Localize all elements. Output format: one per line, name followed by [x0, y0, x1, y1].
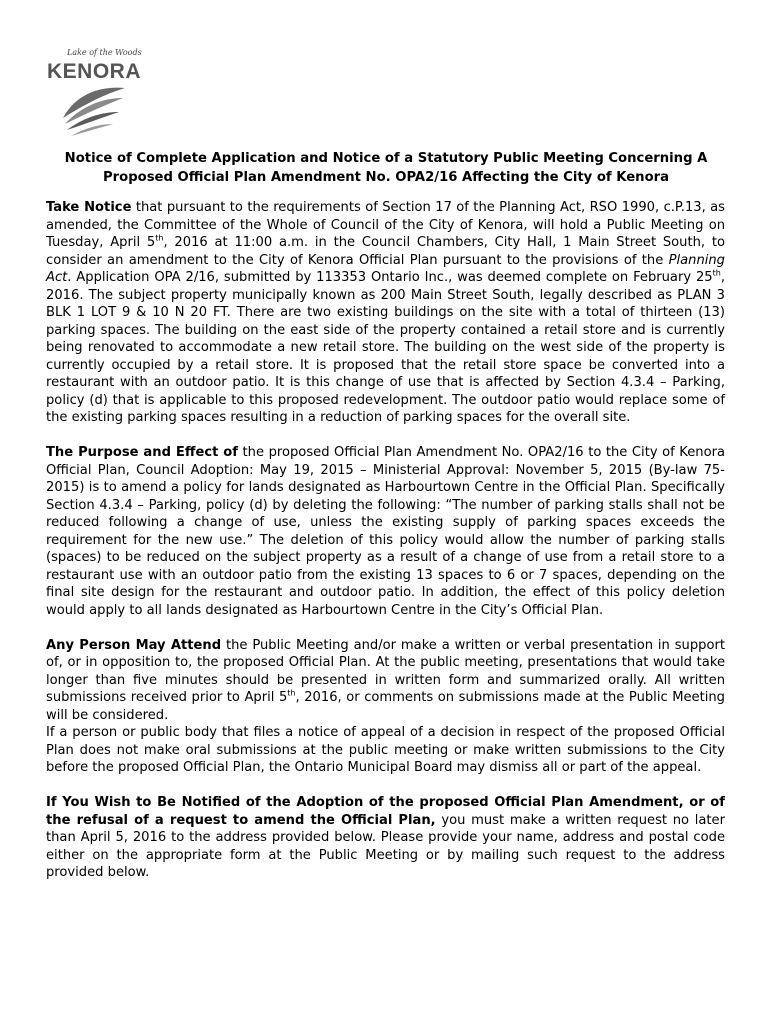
title-line-2: Proposed Official Plan Amendment No. OPA2/16 Affecting the City of Kenora	[102, 170, 670, 185]
kenora-logo	[45, 48, 145, 140]
logo-tagline: Lake of the Woods	[67, 48, 142, 57]
take-notice-paragraph: Take Notice that pursuant to the requirements of Section 17 of the Planning Act, RSO 1990, c.P.13, as amended, the Committee of the Whole of Council of the City of Kenora, will hold a Public Meeting on Tuesday, April 5th, 2016 at 11:00 a.m. in the Council Chambers, City Hall, 1 Main Street South, to consider an amendment to the City of Kenora Official Plan pursuant to the provisions of the Planning Act. Application OPA 2/16, submitted by 113353 Ontario Inc., was deemed complete on February 25th, 2016. The subject property municipally known as 200 Main Street South, legally described as PLAN 3 BLK 1 LOT 9 & 10 N 20 FT. There are two existing buildings on the site with a total of thirteen (13) parking spaces. The building on the east side of the property contained a retail store and is currently being renovated to accommodate a new retail store. The building on the west side of the property is currently occupied by a retail store. It is proposed that the retail store space be converted into a restaurant with an outdoor patio. It is this change of use that is affected by Section 4.3.4 – Parking, policy (d) that is applicable to this proposed redevelopment. The outdoor patio would replace some of the existing parking spaces resulting in a reduction of parking spaces for the overall site.	[46, 200, 725, 425]
sail-emblem-icon	[59, 84, 127, 138]
logo-wordmark: KENORA	[47, 60, 142, 83]
purpose-effect-paragraph: The Purpose and Effect of the proposed Official Plan Amendment No. OPA2/16 to the City of Kenora Official Plan, Council Adoption: May 19, 2015 – Ministerial Approval: November 5, 2015 (By-law 75-2015) is to amend a policy for lands designated as Harbourtown Centre in the Official Plan. Specifically Section 4.3.4 – Parking, policy (d) by deleting the following: “The number of parking stalls shall not be reduced following a change of use, unless the existing supply of parking spaces exceeds the requirement for the new use.” The deletion of this policy would allow the number of parking stalls (spaces) to be reduced on the subject property as a result of a change of use from a retail store to a restaurant use with an outdoor patio from the existing 13 spaces to 6 or 7 spaces, depending on the final site design for the restaurant and outdoor patio. In addition, the effect of this policy deletion would apply to all lands designated as Harbourtown Centre in the City’s Official Plan.	[46, 445, 725, 618]
notice-body	[46, 199, 725, 882]
take-notice-lead: Take Notice	[46, 200, 132, 215]
appeal-paragraph: If a person or public body that files a notice of appeal of a decision in respect of the proposed Official Plan does not make oral submissions at the public meeting or make written submissions to the City before the proposed Official Plan, the Ontario Municipal Board may dismiss all or part of the appeal.	[46, 725, 725, 775]
any-person-paragraph: Any Person May Attend the Public Meeting and/or make a written or verbal presentation in support of, or in opposition to, the proposed Official Plan. At the public meeting, presentations that would take longer than five minutes should be presented in written form and summarized orally. All written submissions received prior to April 5th, 2016, or comments on submissions made at the Public Meeting will be considered.	[46, 637, 725, 723]
any-person-lead: Any Person May Attend	[46, 637, 222, 653]
title-line-1: Notice of Complete Application and Notice of a Statutory Public Meeting Concerning A	[64, 151, 708, 166]
notified-lead: If You Wish to Be Notified of the Adoption of the proposed Official Plan Amendment, or of the refusal of a request to amend the Official Plan,	[46, 795, 725, 828]
notice-title	[46, 149, 726, 187]
notified-paragraph: If You Wish to Be Notified of the Adoption of the proposed Official Plan Amendment, or of the refusal of a request to amend the Official Plan, you must make a written request no later than April 5, 2016 to the address provided below. Please provide your name, address and postal code either on the appropriate form at the Public Meeting or by mailing such request to the address provided below.	[46, 795, 725, 880]
planning-act-italic: Planning Act	[46, 252, 725, 285]
purpose-effect-lead: The Purpose and Effect of	[46, 445, 238, 460]
